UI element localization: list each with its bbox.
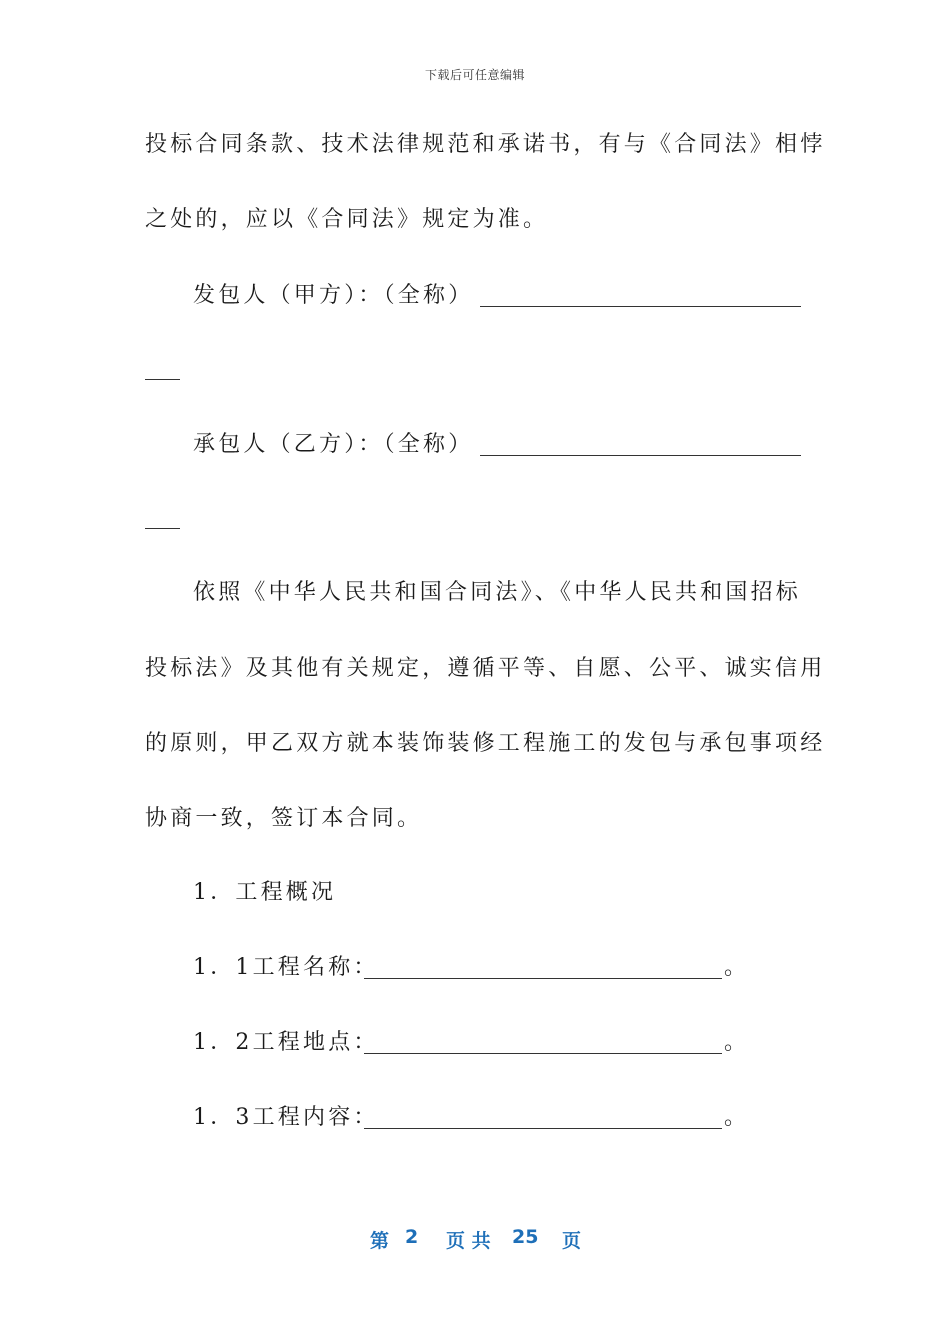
item-project-name-period: 。: [724, 955, 750, 980]
party-a-blank-continued: [145, 379, 180, 380]
paragraph-line-1: 依照《中华人民共和国合同法》、《中华人民共和国招标: [193, 580, 802, 605]
paragraph-line-4: 协商一致，签订本合同。: [145, 806, 423, 831]
footer-middle: 页 共: [446, 1230, 491, 1252]
party-b-blank-continued: [145, 528, 180, 529]
item-project-location-period: 。: [724, 1030, 750, 1055]
item-project-location-blank: [364, 1053, 722, 1054]
party-b-label: 承包人（乙方）：（全称）: [193, 432, 474, 457]
section-heading: 1．工程概况: [193, 880, 337, 905]
paragraph-line-3: 的原则，甲乙双方就本装饰装修工程施工的发包与承包事项经: [145, 731, 826, 756]
footer-suffix: 页: [562, 1230, 582, 1252]
party-a-label: 发包人（甲方）：（全称）: [193, 283, 474, 308]
footer-prefix: 第: [370, 1230, 390, 1252]
item-project-name-blank: [364, 978, 722, 979]
item-project-name-label: 1．1工程名称：: [193, 955, 379, 980]
footer-total-pages: 25: [512, 1226, 539, 1248]
item-project-content-label: 1．3工程内容：: [193, 1105, 379, 1130]
party-a-blank: [480, 306, 801, 307]
header-note: 下载后可任意编辑: [424, 68, 525, 82]
item-project-location-label: 1．2工程地点：: [193, 1030, 379, 1055]
footer-page-number: 2: [405, 1226, 419, 1248]
item-project-content-blank: [364, 1128, 722, 1129]
item-project-content-period: 。: [724, 1105, 750, 1130]
party-b-blank: [480, 455, 801, 456]
body-line-2: 之处的，应以《合同法》规定为准。: [145, 207, 549, 232]
paragraph-line-2: 投标法》及其他有关规定，遵循平等、自愿、公平、诚实信用: [145, 656, 826, 681]
body-line-1: 投标合同条款、技术法律规范和承诺书，有与《合同法》相悖: [145, 132, 826, 157]
